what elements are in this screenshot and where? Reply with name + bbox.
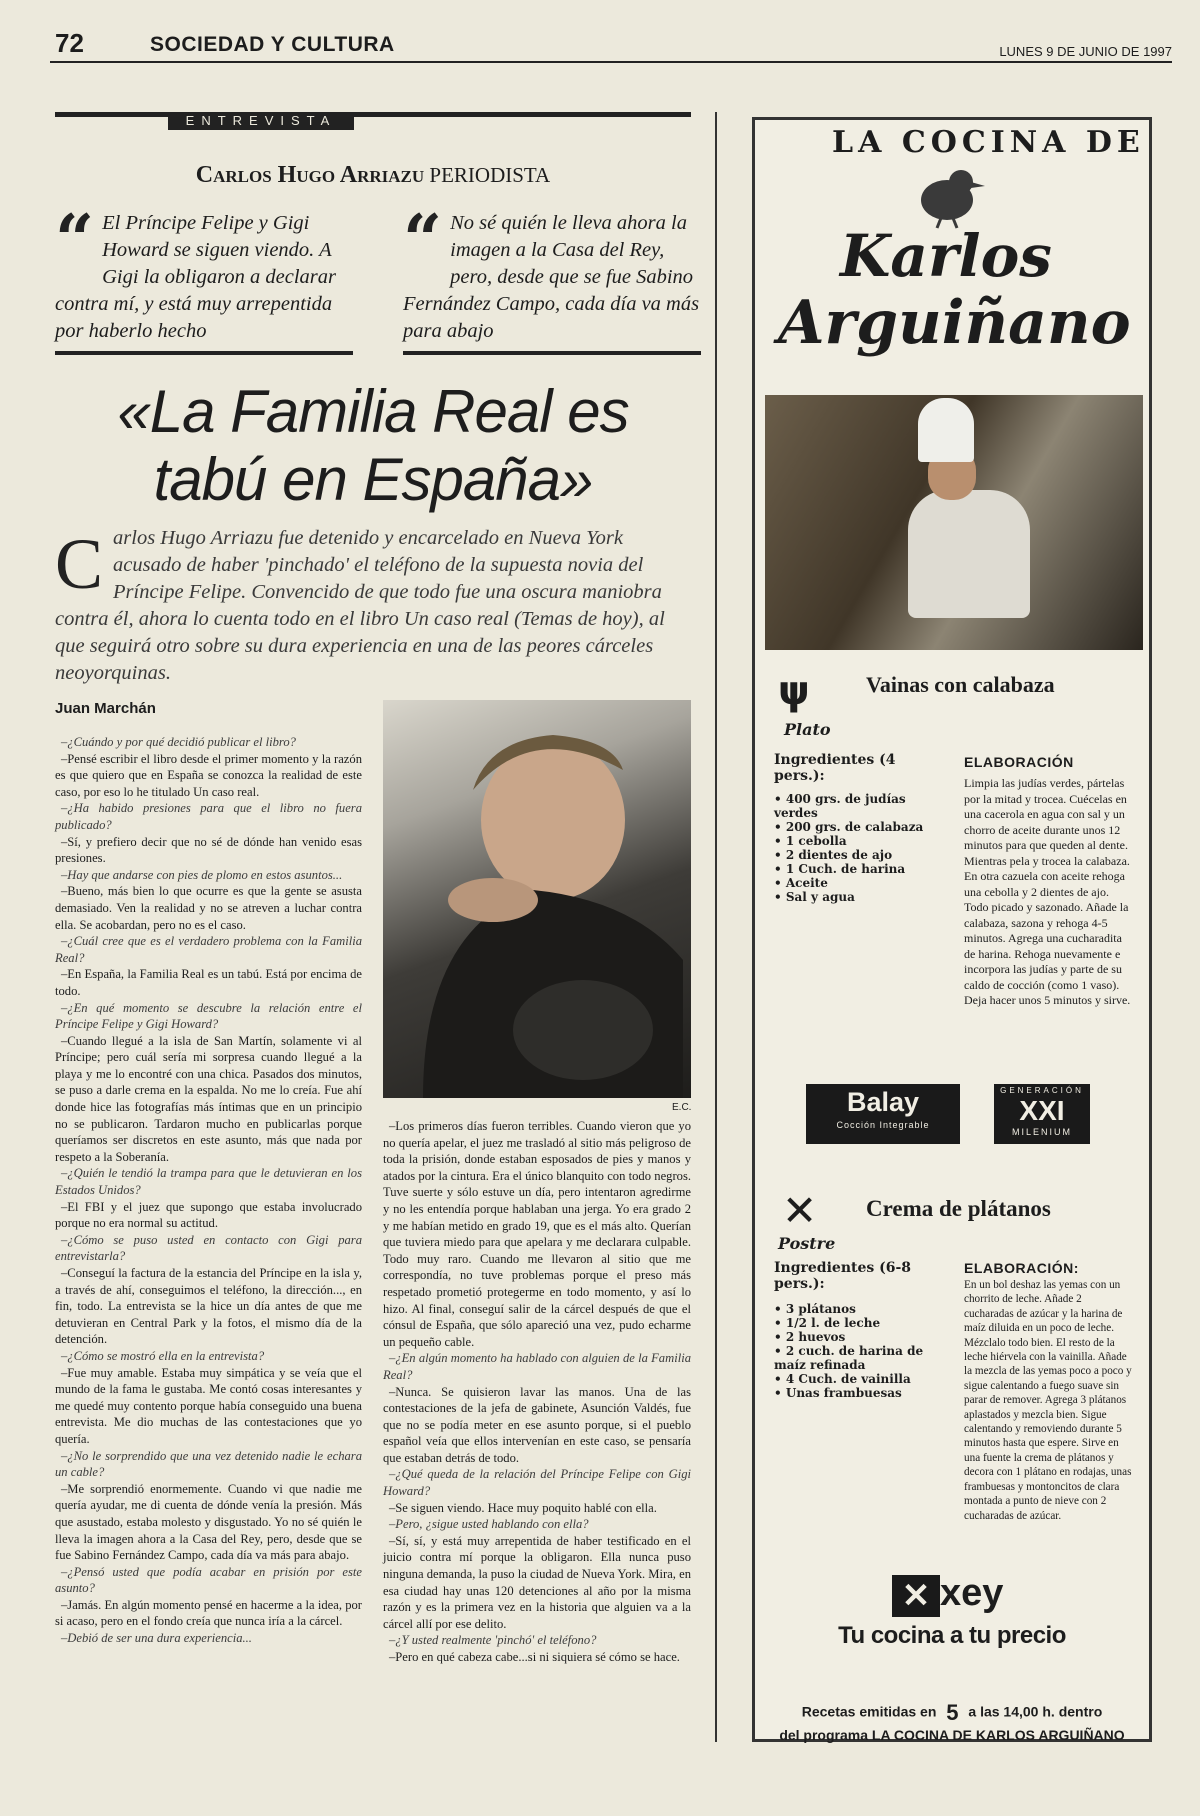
ingredient-item: • Aceite [774,876,934,890]
interview-question: –¿Cuál cree que es el verdadero problema con la Familia Real? [55,934,362,965]
byline [55,162,691,189]
ad-tagline: Tu cocina a tu precio [838,1622,1066,1649]
generacion-xxi-logo [994,1084,1090,1144]
quote-rule-right [403,351,701,355]
interview-answer: –Sí, y prefiero decir que no sé de dónde han venido esas presiones. [55,834,362,866]
broadcast-text-2: a las 14,00 h. dentro [968,1703,1103,1720]
headline-line-2: tabú en España» [153,446,593,513]
interview-question: –Hay que andarse con pies de plomo en estos asuntos... [61,867,343,882]
interview-question: –Debió de ser una dura experiencia... [61,1631,252,1646]
xey-logo-icon: ✕ [892,1575,940,1617]
recipe2-course: Postre [778,1234,836,1253]
xxi-logo-bottom: MILENIUM [1011,1127,1072,1137]
ingredient-item: • 200 grs. de calabaza [774,820,934,834]
article-column-1 [55,734,362,1647]
header-rule [50,61,1172,63]
interview-answer: –Nunca. Se quisieron lavar las manos. Una de las contestaciones de la jefa de gabinete, Asunción Valdés, fue que no se podía meter en ese asunto porque, si el pueblo español veía que ellos intervenían en este caso, se pensaría que estaban detrás de todo. [383,1384,691,1465]
chef-figure [908,490,1030,618]
pull-quote-left-text: El Príncipe Felipe y Gigi Howard se siguen viendo. A Gigi la obligaron a declarar contra mí, y está muy arrepentida por haberlo hecho [55,212,336,342]
pull-quote-right [403,200,703,345]
broadcast-info [762,1700,1142,1744]
interview-label: ENTREVISTA [168,112,354,130]
interview-answer: –Pero en qué cabeza cabe...si ni siquiera sé cómo se hace. [389,1650,680,1664]
interview-question: –¿Pensó usted que podía acabar en prisión por este asunto? [55,1564,362,1596]
interview-question: –¿Y usted realmente 'pinchó' el teléfono? [389,1633,597,1648]
ad-brand-top: LA COCINA DE [832,125,1145,160]
interviewee-name: Carlos Hugo Arriazu [195,162,425,188]
headline [55,378,691,514]
ingredient-item: • 2 huevos [774,1330,944,1344]
photo-credit: E.C. [672,1102,692,1113]
interview-question: –¿Quién le tendió la trampa para que le detuvieran en los Estados Unidos? [55,1166,362,1198]
xey-logo-text: xey [940,1572,1004,1614]
interview-question: –¿Ha habido presiones para que el libro no fuera publicado? [55,801,362,832]
quote-mark-icon: “ [403,200,443,280]
ingredient-item: • 3 plátanos [774,1302,944,1316]
ingredient-item: • 400 grs. de judías verdes [774,792,934,820]
ingredient-item: • 1 Cuch. de harina [774,862,934,876]
ingredient-item: • 4 Cuch. de vainilla [774,1372,944,1386]
recipe1-method: Limpia las judías verdes, pártelas por la mitad y trocea. Cuécelas en una cacerola en agua con sal y un chorro de aceite durante unos 12 minutos para que queden al dente. Mientras pela y trocea la calabaza. En otra cazuela con aceite rehoga una cebolla y 2 dientes de ajo. Todo picado y sazonado. Añade la calabaza, sazona y rehoga 4-5 minutos. Agrega una cucharadita de harina. Rehoga nuevamente e incorpora las judías y parte de su caldo de cocción (como 1 vaso). Deja hacer unos 5 minutos y sirve. [964,776,1131,1007]
quote-rule-left [55,351,353,355]
interview-answer: –Me sorprendió enormemente. Cuando vi que nadie me quería ayudar, me di cuenta de dónde venía la presión. Más que asustado, estaba molesto y disgustado. Yo no sé quién le lleva la imagen ahora a la Casa del Rey, pero, desde que se fue Sabino Fernández Campo, cada día va más para abajo. [55,1481,362,1563]
interview-question: –¿Cuándo y por qué decidió publicar el libro? [61,735,296,749]
interview-answer: –El FBI y el juez que supongo que estaba involucrado porque no era normal su actitud. [55,1199,362,1231]
quote-mark-icon: “ [55,200,95,280]
cutlery-icon: ψ [778,668,810,714]
interview-question: –¿En algún momento ha hablado con alguien de la Familia Real? [383,1351,691,1382]
broadcast-text-3: del programa LA COCINA DE KARLOS ARGUIÑANO [779,1727,1125,1743]
ingredient-item: • 1/2 l. de leche [774,1316,944,1330]
ingredient-item: • 2 cuch. de harina de maíz refinada [774,1344,944,1372]
interview-answer: –Cuando llegué a la isla de San Martín, solamente vi al Príncipe; pero cuál sería mi sorpresa cuando llegué a la playa y me lo encontré con una chica. Pasados dos minutos, se puso a darle crema en la espalda. No me lo creía. Fue ahí donde hice las fotografías más íntimas que en un principio no se publicaron. Tardaron mucho en publicarlas porque queríamos ser discretos en este asunto, más que nada por respeto a la Soberanía. [55,1033,362,1164]
interview-answer: –Fue muy amable. Estaba muy simpática y se veía que el mundo de la fama le gustaba. Me contó cosas interesantes y me quedé muy contento porque había conseguido una buena entrevista. Me dio muchas de las contestaciones que yo quería. [55,1365,362,1446]
author-name: Juan Marchán [55,700,156,717]
interview-question: –¿Qué queda de la relación del Príncipe Felipe con Gigi Howard? [383,1467,691,1499]
drop-cap: C [55,524,104,604]
interview-answer: –Se siguen viendo. Hace muy poquito hablé con ella. [389,1500,657,1515]
interview-answer: –Los primeros días fueron terribles. Cuando vieron que yo no quería apelar, el juez me trasladó al sitio más peligroso de toda la prisión, donde estaban esposados de pies y manos y atados por la cintura. Era el único blanquito con todo negros. Tuve suerte y sólo estuve un día, pero intentaron agredirme y no les entendía porque hablaban una jerga. Yo era grado 2 y me habían metido en grado 19, que es el más alto. Querían que tuviera miedo para que apelara y me declarara culpable. Todo muy raro. Cuando me llevaron al sitio que me correspondía, no tuve problemas porque el preso más respetado prometió protegerme en todo momento, y así lo hizo. Al final, conseguí salir de la cárcel después de que el cónsul de España, que sólo apareció una vez, pudo echarme un pequeño cable. [383,1119,691,1349]
recipe2-method: En un bol deshaz las yemas con un chorrito de leche. Añade 2 cucharadas de azúcar y la harina de maíz diluida en un poco de leche. Mézclalo todo bien. El resto de la leche hiérvela con la vainilla. Añade la mezcla de las yemas poco a poco y sigue calentando a fuego suave sin parar de remover. Agrega 3 plátanos aplastados y mezcla bien. Sigue calentando y removiendo durante 5 minutos hasta que espere. Sirve en una fuente la crema de plátanos y decora con 1 plátano en rodajas, unas frambuesas y montoncitos de clara montada a punto de nieve con 2 cucharadas de azúcar. [964,1279,1132,1522]
recipe2-title: Crema de plátanos [866,1196,1051,1221]
recipe2-method-heading: ELABORACIÓN: [964,1260,1079,1276]
interview-question: –¿En qué momento se descubre la relación entre el Príncipe Felipe y Gigi Howard? [55,1000,362,1032]
interview-answer: –Bueno, más bien lo que ocurre es que la gente se asusta demasiado. Ven la realidad y no se atreven a luchar contra ella. Se acobardan, pero no es el caso. [55,884,362,932]
interview-question: –Pero, ¿sigue usted hablando con ella? [389,1517,589,1532]
ingredient-item: • 2 dientes de ajo [774,848,934,862]
interview-answer: –En España, la Familia Real es un tabú. Está por encima de todo. [55,967,362,998]
interview-question: –¿Cómo se mostró ella en la entrevista? [61,1348,265,1363]
issue-date: LUNES 9 DE JUNIO DE 1997 [999,44,1172,59]
recipe1-ingredients [774,792,934,904]
fork-knife-icon: ✕ [782,1186,818,1235]
broadcast-text-1: Recetas emitidas en [801,1703,937,1720]
ingredient-item: • Sal y agua [774,890,934,904]
ad-brand-name-1: Karlos [840,222,1052,290]
recipe1-title: Vainas con calabaza [866,672,1055,697]
interview-bar [55,112,691,117]
recipe1-ingredients-heading: Ingredientes (4 pers.): [774,752,896,784]
photo-figure-icon [383,700,691,1098]
recipe1-course: Plato [784,720,831,739]
interview-answer: –Jamás. En algún momento pensé en hacerme a la idea, por si acaso, pero en el fondo creía que nunca iría a la cárcel. [55,1597,362,1629]
lead-paragraph [55,525,695,687]
recipe2-ingredients-heading: Ingredientes (6-8 pers.): [774,1260,912,1292]
interview-answer: –Sí, sí, y está muy arrepentida de haber testificado en el juicio contra mí porque la obligaron. Ella nunca puso ninguna demanda, la puso la ciudad de Nueva York. Mira, en esa ciudad hay unas 120 detenciones al año por la misma razón y es la primera vez en la historia que alguien va a la cárcel allí por ese delito. [383,1533,691,1631]
chef-hat-icon [918,398,974,462]
lead-text: arlos Hugo Arriazu fue detenido y encarcelado en Nueva York acusado de haber 'pinchado' el teléfono de la supuesta novia del Príncipe Felipe. Convencido de que todo fue una oscura maniobra contra él, ahora lo cuenta todo en el libro Un caso real (Temas de hoy), al que seguirá otro sobre su dura experiencia en una de las peores cárceles neoyorquinas. [55,527,665,684]
interviewee-photo [383,700,691,1098]
ingredient-item: • 1 cebolla [774,834,934,848]
interviewee-role: PERIODISTA [429,163,551,187]
page-number: 72 [55,28,84,58]
recipe1-method-heading: ELABORACIÓN [964,754,1074,770]
article-column-2 [383,1118,691,1666]
balay-logo [806,1084,960,1144]
balay-logo-subtext: Cocción Integrable [836,1120,930,1130]
interview-question: –¿No le sorprendido que una vez detenido nadie le echara un cable? [55,1448,362,1480]
ad-brand-name-2: Arguiñano [778,288,1131,358]
xxi-logo-top: GENERACIÓN [1000,1086,1084,1095]
bird-mascot-icon [905,160,989,230]
xxi-logo-number: XXI [1019,1095,1065,1126]
headline-line-1: «La Familia Real es [117,378,629,445]
ingredient-item: • Unas frambuesas [774,1386,944,1400]
section-title: SOCIEDAD Y CULTURA [150,33,395,56]
interview-answer: –Conseguí la factura de la estancia del Príncipe en la isla y, a través de ahí, conseguimos el teléfono, la dirección..., en fin, todo. La entrevista se la hice un día antes de que me detuvieran en Central Park y la fotos, el mismo día de la detención. [55,1266,362,1347]
pull-quote-right-text: No sé quién le lleva ahora la imagen a la Casa del Rey, pero, desde que se fue Sabino Fernández Campo, cada día va más para abajo [403,212,700,342]
interview-question: –¿Cómo se puso usted en contacto con Gigi para entrevistarla? [55,1232,362,1264]
interview-answer: –Pensé escribir el libro desde el primer momento y la razón es que quiero que en España se conozca la realidad de este caso, por eso lo he titulado Un caso real. [55,751,362,799]
pull-quote-left [55,200,355,345]
recipe2-ingredients [774,1302,944,1400]
column-divider [715,112,717,1742]
channel-5-logo: 5 [946,1700,959,1725]
balay-logo-text: Balay [846,1087,920,1117]
